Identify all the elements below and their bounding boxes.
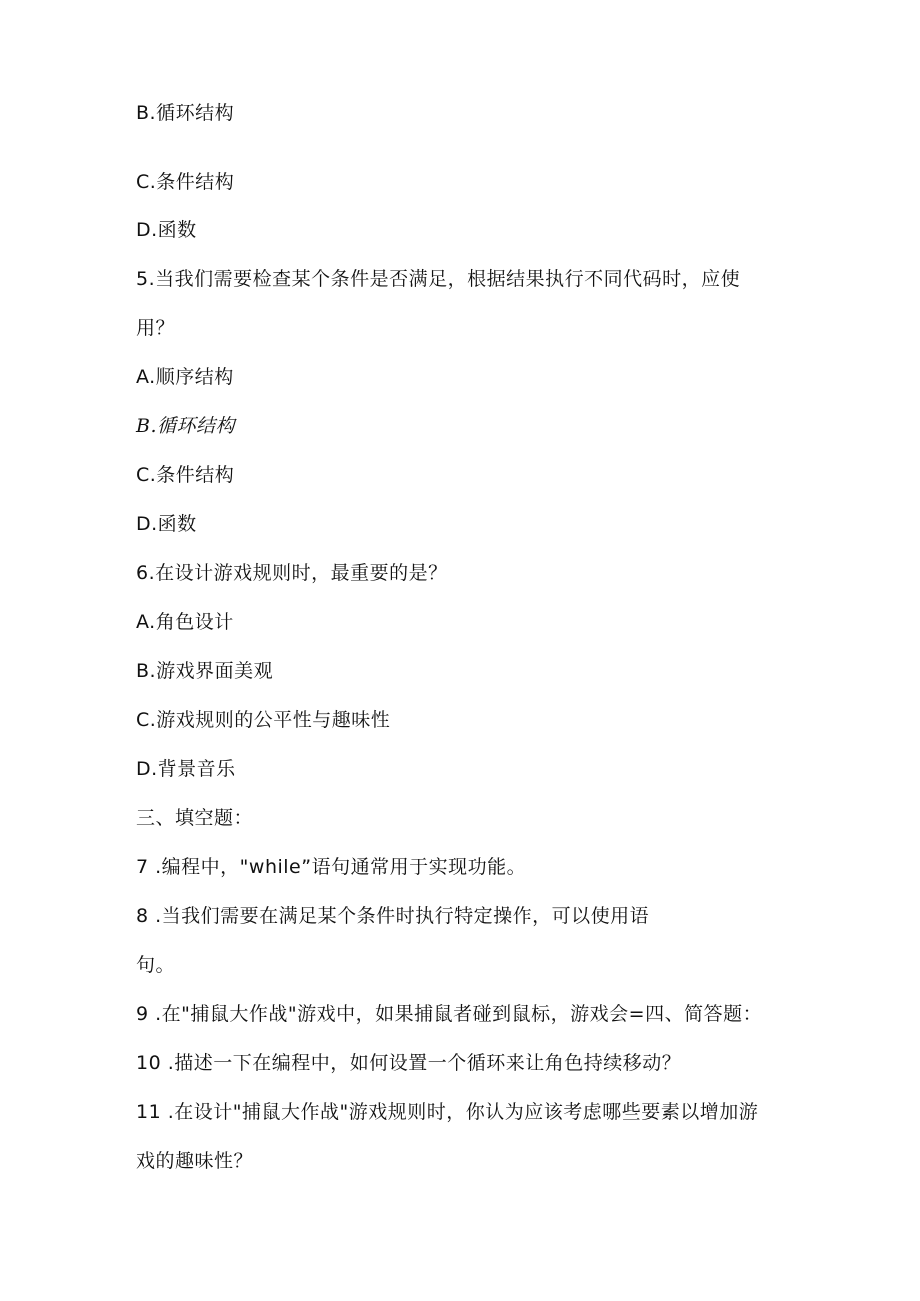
question-7: 7 .编程中，"while”语句通常用于实现功能。: [136, 856, 527, 878]
q6-option-b: B.游戏界面美观: [136, 660, 274, 682]
question-11-line-1: 11 .在设计"捕鼠大作战"游戏规则时，你认为应该考虑哪些要素以增加游: [136, 1101, 759, 1123]
q5-option-c: C.条件结构: [136, 464, 235, 486]
question-9: 9 .在"捕鼠大作战"游戏中，如果捕鼠者碰到鼠标，游戏会=四、简答题：: [136, 1003, 763, 1025]
q5-option-b: B.循环结构: [136, 415, 236, 437]
section-fill-in-heading: 三、填空题：: [136, 807, 254, 829]
q6-option-a: A.角色设计: [136, 611, 234, 633]
q5-option-d: D.函数: [136, 513, 197, 535]
option-d-function: D.函数: [136, 219, 197, 241]
option-b-loop: B.循环结构: [136, 102, 235, 124]
question-11-line-2: 戏的趣味性？: [136, 1150, 254, 1172]
question-5-line-2: 用？: [136, 317, 176, 339]
question-5-line-1: 5.当我们需要检查某个条件是否满足，根据结果执行不同代码时，应使: [136, 268, 741, 290]
question-8-line-1: 8 .当我们需要在满足某个条件时执行特定操作，可以使用语: [136, 905, 650, 927]
question-6: 6.在设计游戏规则时，最重要的是？: [136, 562, 448, 584]
q5-option-a: A.顺序结构: [136, 366, 234, 388]
question-8-line-2: 句。: [136, 954, 176, 976]
q6-option-c: C.游戏规则的公平性与趣味性: [136, 709, 391, 731]
q6-option-d: D.背景音乐: [136, 758, 236, 780]
option-c-condition: C.条件结构: [136, 171, 235, 193]
question-10: 10 .描述一下在编程中，如何设置一个循环来让角色持续移动？: [136, 1052, 682, 1074]
